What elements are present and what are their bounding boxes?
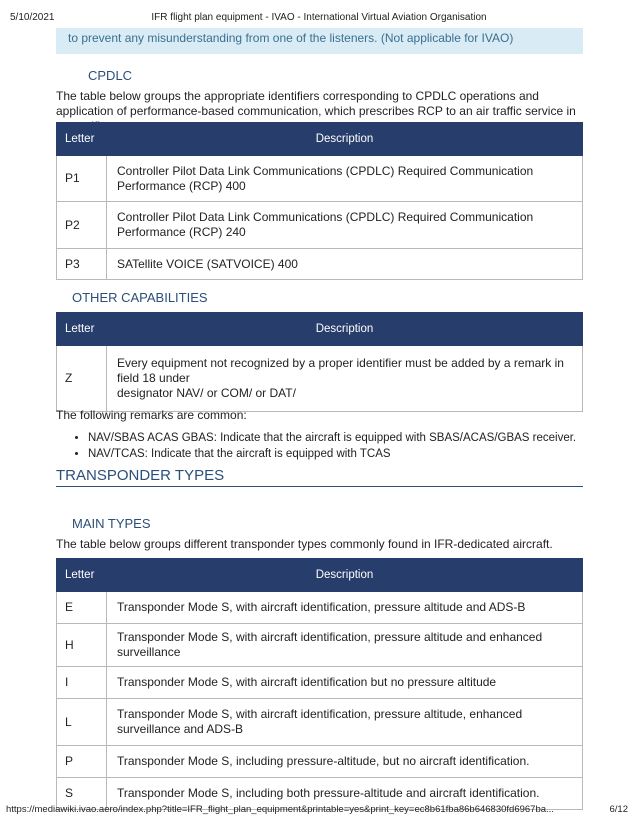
table-row (57, 592, 583, 624)
table-row (57, 202, 583, 249)
cpdlc-intro: The table below groups the appropriate identifiers corresponding to CPDLC operations and application of performance-based communication, which prescribes RCP to an air traffic service in (56, 89, 576, 118)
row-description: Transponder Mode S, with aircraft identification, pressure altitude, enhanced surveillance and ADS-B (107, 699, 583, 746)
row-letter: I (57, 667, 107, 699)
col-letter-header: Letter (57, 123, 107, 156)
col-description-header: Description (107, 559, 583, 592)
row-description-line: Every equipment not recognized by a proper identifier must be added by a remark in field 18 under (117, 356, 564, 385)
print-footer (6, 804, 628, 818)
table-row (57, 624, 583, 667)
print-url: https://mediawiki.ivao.aero/index.php?title=IFR_flight_plan_equipment&printable=yes&print_key=ec8b61fba86b646830fd6967ba... (6, 804, 554, 815)
transponder-intro: The table below groups different transponder types commonly found in IFR-dedicated aircraft. (56, 537, 553, 551)
transponder-table (56, 558, 583, 810)
table-header-row (57, 123, 583, 156)
print-header (10, 12, 628, 26)
other-capabilities-heading: OTHER CAPABILITIES (72, 290, 208, 305)
row-letter: S (57, 778, 107, 810)
row-description: Transponder Mode S, including both pressure-altitude and aircraft identification. (107, 778, 583, 810)
row-letter: P2 (57, 202, 107, 249)
list-item: • NAV/SBAS ACAS GBAS: Indicate that the aircraft is equipped with SBAS/ACAS/GBAS receiver. (88, 430, 608, 446)
table-row (57, 699, 583, 746)
print-title: IFR flight plan equipment - IVAO - International Virtual Aviation Organisation (151, 12, 487, 23)
transponder-types-heading: TRANSPONDER TYPES (56, 467, 583, 487)
row-description-line: designator NAV/ or COM/ or DAT/ (117, 386, 296, 400)
row-description: Transponder Mode S, including pressure-altitude, but no aircraft identification. (107, 746, 583, 778)
row-letter: P (57, 746, 107, 778)
row-letter: P1 (57, 156, 107, 202)
other-capabilities-table (56, 312, 583, 412)
row-description: Controller Pilot Data Link Communications (CPDLC) Required Communication Performance (RCP) 400 (107, 156, 583, 202)
remarks-list (56, 430, 608, 462)
row-description: SATellite VOICE (SATVOICE) 400 (107, 249, 583, 280)
row-letter: E (57, 592, 107, 624)
row-description: Transponder Mode S, with aircraft identification, pressure altitude and enhanced surveillance (107, 624, 583, 667)
table-header-row (57, 313, 583, 346)
row-letter: H (57, 624, 107, 667)
note-text: to prevent any misunderstanding from one of the listeners. (Not applicable for IVAO) (68, 31, 514, 45)
table-row (57, 156, 583, 202)
row-description: Transponder Mode S, with aircraft identification but no pressure altitude (107, 667, 583, 699)
note-box (56, 28, 583, 54)
col-description-header: Description (107, 313, 583, 346)
row-description (107, 346, 583, 412)
remarks-intro: The following remarks are common: (56, 408, 247, 422)
col-letter-header: Letter (57, 559, 107, 592)
col-letter-header: Letter (57, 313, 107, 346)
row-letter: L (57, 699, 107, 746)
print-date: 5/10/2021 (10, 12, 55, 23)
list-item: • NAV/TCAS: Indicate that the aircraft is equipped with TCAS (88, 446, 608, 462)
table-header-row (57, 559, 583, 592)
cpdlc-heading: CPDLC (88, 68, 133, 83)
row-letter: P3 (57, 249, 107, 280)
cpdlc-table (56, 122, 583, 280)
table-row (57, 249, 583, 280)
table-row (57, 667, 583, 699)
col-description-header: Description (107, 123, 583, 156)
table-row (57, 346, 583, 412)
row-description: Controller Pilot Data Link Communications (CPDLC) Required Communication Performance (RCP) 240 (107, 202, 583, 249)
main-types-heading: MAIN TYPES (72, 516, 151, 531)
row-description: Transponder Mode S, with aircraft identification, pressure altitude and ADS-B (107, 592, 583, 624)
row-letter: Z (57, 346, 107, 412)
table-row (57, 746, 583, 778)
page-number: 6/12 (609, 804, 628, 815)
